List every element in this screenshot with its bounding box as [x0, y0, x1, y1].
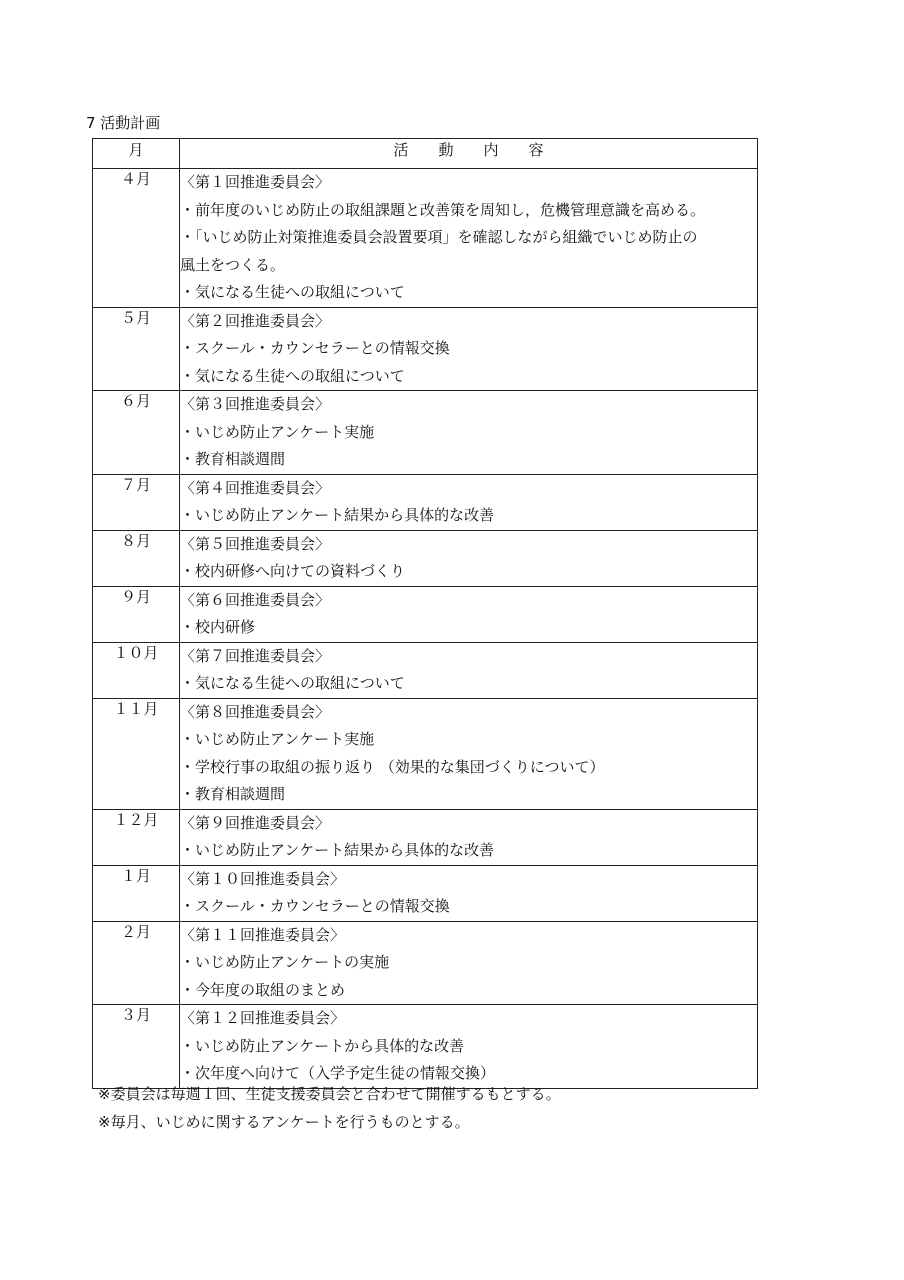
activity-cell — [180, 530, 758, 586]
table-row — [93, 307, 758, 391]
activity-item: ・校内研修 — [180, 618, 256, 636]
meeting-title: 〈第１０回推進委員会〉 — [180, 869, 346, 888]
activity-item: ・スクール・カウンセラーとの情報交換 — [180, 339, 450, 357]
meeting-title: 〈第１２回推進委員会〉 — [180, 1009, 346, 1027]
table-row — [93, 391, 758, 475]
table-row — [93, 1005, 758, 1089]
activity-item: ・学校行事の取組の振り返り （効果的な集団づくりについて） — [180, 757, 605, 776]
activity-item: ・教育相談週間 — [180, 450, 286, 468]
activity-item: ・いじめ防止アンケート実施 — [180, 730, 375, 748]
month-cell: ２月 — [93, 921, 180, 1005]
month-cell: ５月 — [93, 307, 180, 391]
activity-item: ・今年度の取組のまとめ — [180, 980, 346, 999]
activity-item: ・校内研修へ向けての資料づくり — [180, 562, 406, 580]
header-activity: 活動内容 — [180, 139, 758, 169]
activity-plan-table — [92, 138, 758, 1089]
meeting-title: 〈第５回推進委員会〉 — [180, 534, 331, 553]
activity-cell — [180, 169, 758, 308]
activity-item: ・「いじめ防止対策推進委員会設置要項」を確認しながら組織でいじめ防止の — [180, 228, 698, 246]
activity-item: ・前年度のいじめ防止の取組課題と改善策を周知し，危機管理意識を高める。 — [180, 200, 706, 219]
meeting-title: 〈第４回推進委員会〉 — [180, 478, 331, 497]
activity-item: ・いじめ防止アンケートの実施 — [180, 953, 390, 971]
meeting-title: 〈第１１回推進委員会〉 — [180, 925, 346, 944]
month-cell: ４月 — [93, 169, 180, 308]
activity-cell — [180, 586, 758, 642]
activity-item: ・次年度へ向けて（入学予定生徒の情報交換） — [180, 1064, 496, 1082]
table-row — [93, 586, 758, 642]
table-row — [93, 698, 758, 809]
header-month: 月 — [93, 139, 180, 169]
month-cell: ８月 — [93, 530, 180, 586]
table-row — [93, 809, 758, 865]
activity-item: ・気になる生徒への取組について — [180, 283, 405, 301]
month-cell: １２月 — [93, 809, 180, 865]
activity-cell — [180, 474, 758, 530]
activity-item: ・教育相談週間 — [180, 785, 286, 803]
month-cell: １０月 — [93, 642, 180, 698]
activity-cell — [180, 642, 758, 698]
month-cell: ６月 — [93, 391, 180, 475]
activity-item: ・いじめ防止アンケートから具体的な改善 — [180, 1036, 465, 1055]
activity-cell — [180, 698, 758, 809]
section-title: 7 活動計画 — [86, 114, 161, 132]
meeting-title: 〈第８回推進委員会〉 — [180, 702, 331, 721]
table-row — [93, 921, 758, 1005]
activity-cell — [180, 391, 758, 475]
activity-cell — [180, 865, 758, 921]
month-cell: ７月 — [93, 474, 180, 530]
month-cell: １１月 — [93, 698, 180, 809]
activity-item: ・いじめ防止アンケート結果から具体的な改善 — [180, 841, 495, 859]
meeting-title: 〈第１回推進委員会〉 — [180, 173, 331, 191]
table-row — [93, 474, 758, 530]
meeting-title: 〈第７回推進委員会〉 — [180, 646, 331, 665]
table-body — [93, 169, 758, 1089]
activity-cell — [180, 307, 758, 391]
activity-item: 風土をつくる。 — [180, 255, 286, 274]
table-row — [93, 642, 758, 698]
meeting-title: 〈第９回推進委員会〉 — [180, 813, 331, 832]
activity-cell — [180, 1005, 758, 1089]
table-row — [93, 530, 758, 586]
activity-item: ・スクール・カウンセラーとの情報交換 — [180, 897, 450, 915]
table-header-row — [93, 139, 758, 169]
month-cell: ３月 — [93, 1005, 180, 1089]
activity-item: ・いじめ防止アンケート実施 — [180, 422, 375, 441]
meeting-title: 〈第３回推進委員会〉 — [180, 395, 331, 413]
activity-item: ・気になる生徒への取組について — [180, 674, 405, 692]
activity-item: ・いじめ防止アンケート結果から具体的な改善 — [180, 506, 495, 524]
month-cell: １月 — [93, 865, 180, 921]
meeting-title: 〈第２回推進委員会〉 — [180, 311, 331, 330]
note-monthly-survey: ※毎月、いじめに関するアンケートを行うものとする。 — [98, 1113, 470, 1131]
activity-item: ・気になる生徒への取組について — [180, 366, 405, 385]
note-committee-schedule: ※委員会は毎週１回、生徒支援委員会と合わせて開催するもとする。 — [98, 1085, 561, 1103]
table-row — [93, 169, 758, 308]
activity-cell — [180, 809, 758, 865]
activity-cell — [180, 921, 758, 1005]
month-cell: ９月 — [93, 586, 180, 642]
meeting-title: 〈第６回推進委員会〉 — [180, 590, 331, 609]
table-row — [93, 865, 758, 921]
